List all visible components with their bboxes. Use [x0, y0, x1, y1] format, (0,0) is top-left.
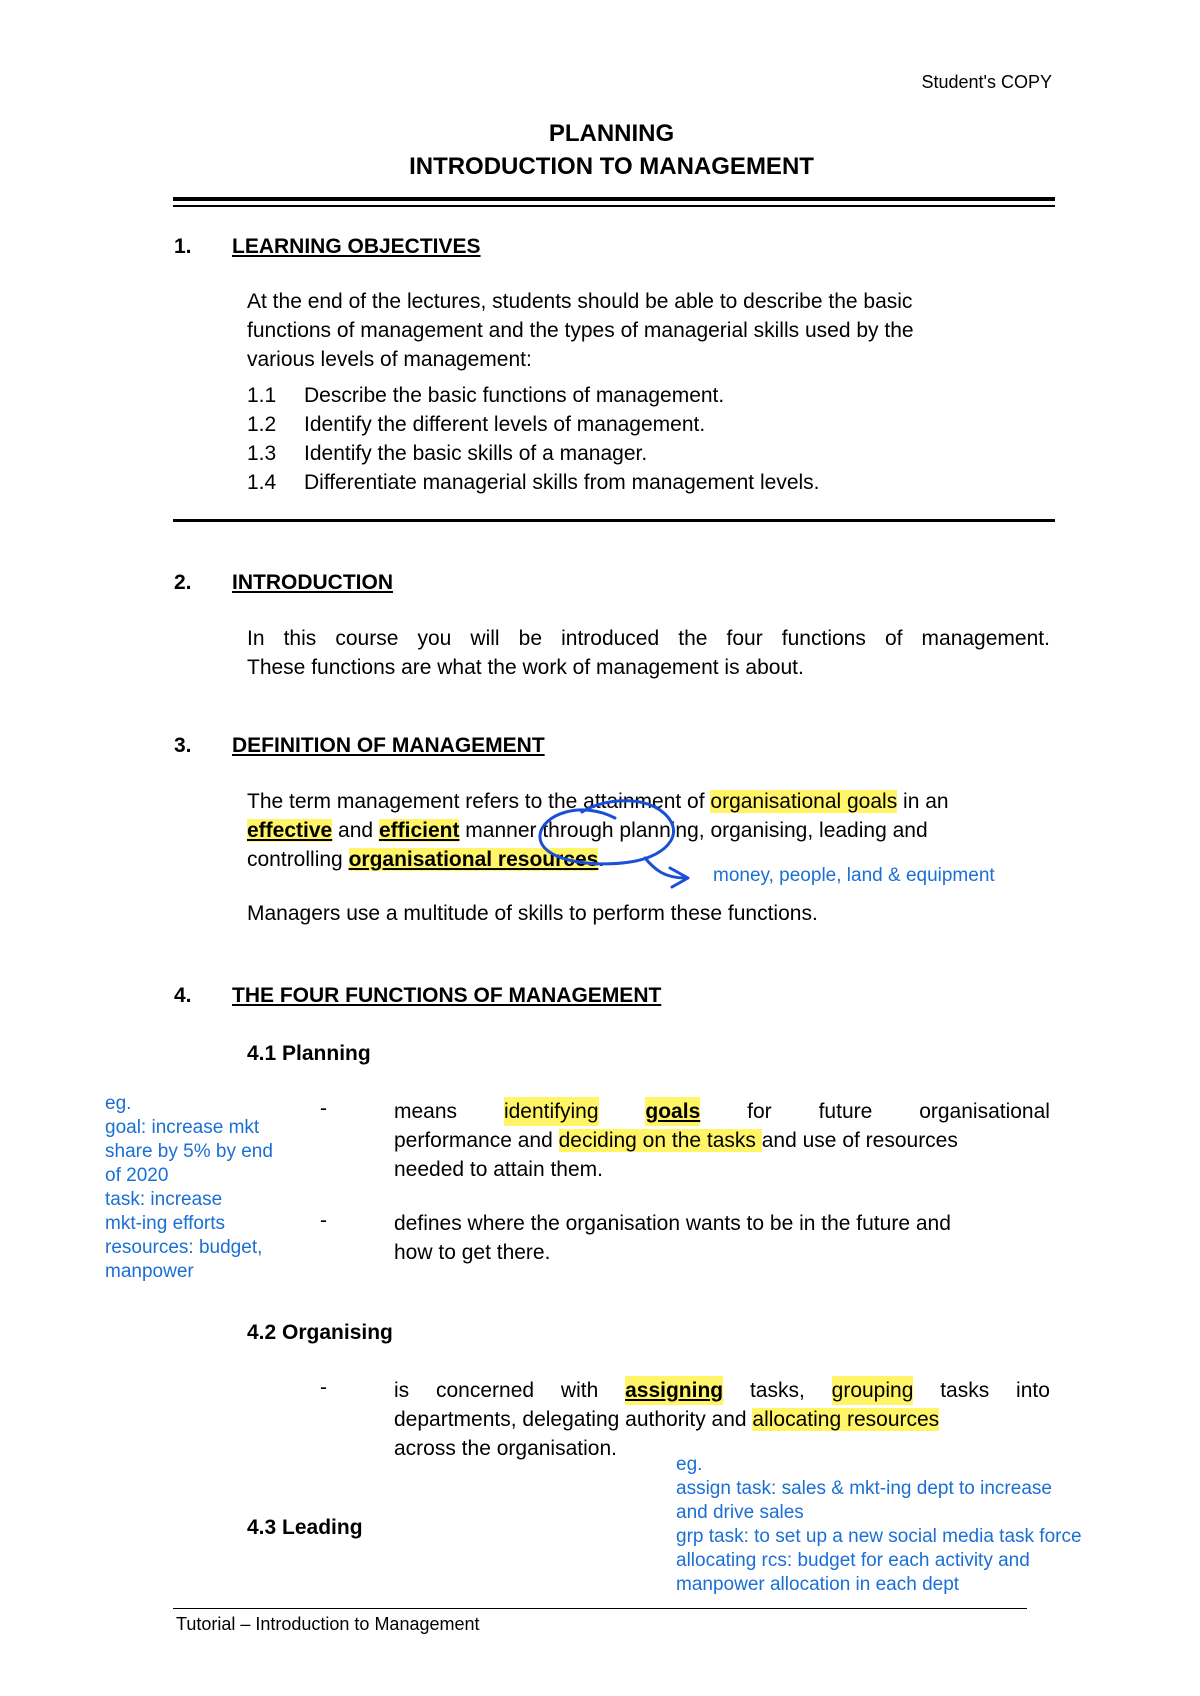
section-2-line-1: In this course you will be introduced the four functions of management.	[247, 627, 1050, 650]
footer-text: Tutorial – Introduction to Management	[176, 1614, 480, 1634]
highlight-organisational-goals: organisational goals	[710, 790, 898, 813]
intro-line: functions of management and the types of managerial skills used by the	[247, 319, 914, 342]
planning-heading: 4.1 Planning	[247, 1042, 371, 1065]
section-3-title: DEFINITION OF MANAGEMENT	[232, 734, 545, 757]
objective-item: 1.1 Describe the basic functions of management.	[247, 384, 725, 407]
planning-dash-2: -	[320, 1209, 327, 1232]
highlight-assigning: assigning	[625, 1376, 723, 1405]
resources-annotation: money, people, land & equipment	[713, 865, 995, 886]
organising-line-3: across the organisation.	[394, 1437, 617, 1460]
title-rule-thin	[173, 205, 1055, 207]
footer-rule	[173, 1608, 1027, 1609]
handwritten-circle-arrow	[520, 790, 720, 900]
definition-line-1: The term management refers to the attainment of organisational goals in an	[247, 790, 949, 813]
highlight-deciding-tasks: deciding on the tasks	[558, 1129, 762, 1152]
leading-heading: 4.3 Leading	[247, 1516, 363, 1539]
objective-item: 1.3 Identify the basic skills of a manager.	[247, 442, 648, 465]
highlight-organisational-resources: organisational resources	[348, 848, 599, 871]
highlight-effective: effective	[247, 819, 333, 842]
objective-item: 1.4 Differentiate managerial skills from management levels.	[247, 471, 820, 494]
highlight-allocating-resources: allocating resources	[752, 1408, 940, 1431]
doc-subtitle: INTRODUCTION TO MANAGEMENT	[409, 153, 814, 180]
planning-example-note: eg. goal: increase mkt share by 5% by end of 2020 task: increase mkt-ing efforts resources: budget, manpower	[105, 1093, 273, 1282]
section-2-title: INTRODUCTION	[232, 571, 393, 594]
highlight-goals: goals	[645, 1097, 700, 1126]
planning-bullet-1-line-1: means identifying goals for future organisational	[394, 1097, 1050, 1126]
highlight-identifying: identifying	[504, 1097, 599, 1126]
section-2-line-2: These functions are what the work of management is about.	[247, 656, 804, 679]
organising-example-note: eg. assign task: sales & mkt-ing dept to increase and drive sales grp task: to set up a new social media task force allocating rcs: budget for each activity and manpower allocation in each dept	[676, 1454, 1082, 1595]
objectives-list	[247, 384, 820, 500]
highlight-grouping: grouping	[832, 1376, 914, 1405]
organising-heading: 4.2 Organising	[247, 1321, 393, 1344]
section-1-title: LEARNING OBJECTIVES	[232, 235, 481, 258]
objective-item: 1.2 Identify the different levels of management.	[247, 413, 706, 436]
section-4-number: 4.	[174, 984, 192, 1007]
title-rule-thick	[173, 197, 1055, 201]
section-3-number: 3.	[174, 734, 192, 757]
intro-line: various levels of management:	[247, 348, 532, 371]
section-2-body	[247, 624, 1050, 682]
definition-line-3: controlling organisational resources.	[247, 848, 605, 871]
copy-label: Student's COPY	[921, 72, 1052, 92]
doc-title: PLANNING	[548, 120, 675, 147]
section-1-number: 1.	[174, 235, 192, 258]
organising-bullet	[394, 1376, 1050, 1463]
section-4-title: THE FOUR FUNCTIONS OF MANAGEMENT	[232, 984, 662, 1007]
planning-bullet-2: defines where the organisation wants to be in the future and how to get there.	[394, 1212, 951, 1264]
section-2-number: 2.	[174, 571, 192, 594]
planning-dash-1: -	[320, 1097, 327, 1120]
intro-line: At the end of the lectures, students should be able to describe the basic	[247, 290, 913, 313]
organising-dash: -	[320, 1376, 327, 1399]
planning-bullet-1-line-2: performance and deciding on the tasks and use of resources	[394, 1129, 958, 1152]
section-1-rule	[173, 519, 1055, 522]
definition-line-2: effective and efficient manner through planning, organising, leading and	[247, 819, 928, 842]
section-1-intro	[247, 287, 1027, 374]
section-3-line-4: Managers use a multitude of skills to perform these functions.	[247, 902, 818, 925]
planning-bullet-1	[394, 1097, 1050, 1184]
organising-line-1: is concerned with assigning tasks, grouping tasks into	[394, 1376, 1050, 1405]
organising-line-2: departments, delegating authority and allocating resources	[394, 1408, 940, 1431]
highlight-efficient: efficient	[378, 819, 460, 842]
planning-bullet-1-line-3: needed to attain them.	[394, 1158, 603, 1181]
